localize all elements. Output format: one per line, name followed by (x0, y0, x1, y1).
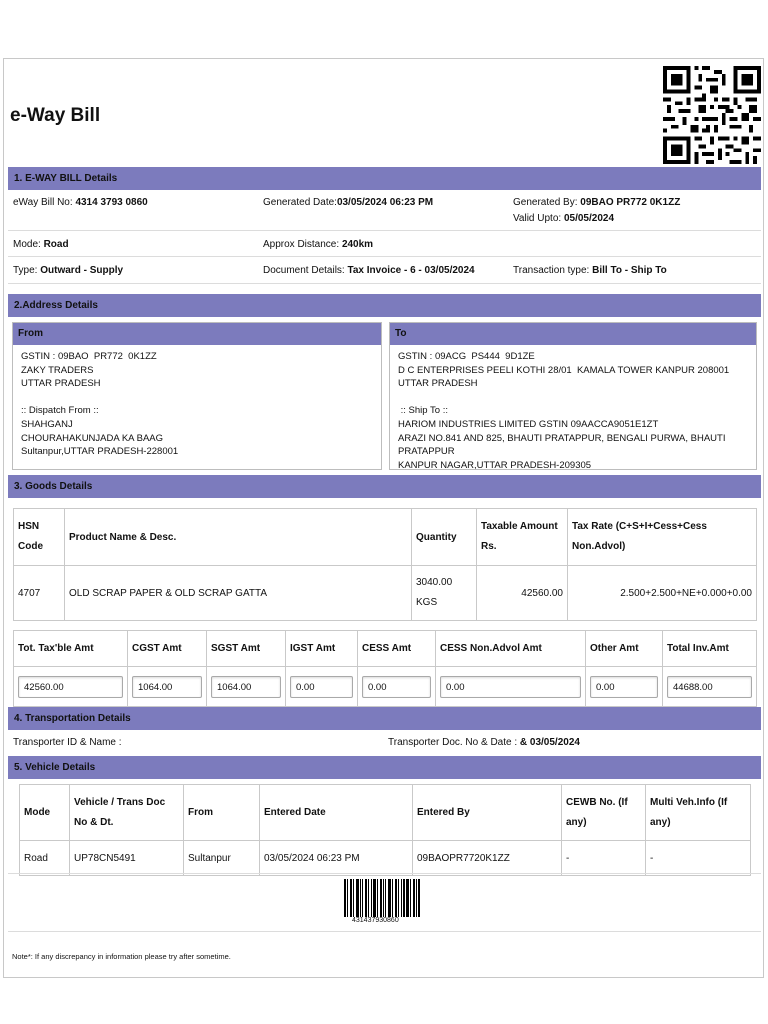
totals-value-row (14, 667, 757, 707)
other-cell (586, 667, 663, 707)
document-details: Document Details: Tax Invoice - 6 - 03/05/2024 (263, 265, 475, 276)
quantity-cell: 3040.00 KGS (412, 566, 477, 621)
mode: Mode: Road (13, 239, 69, 250)
col-cewb: CEWB No. (If any) (562, 785, 646, 841)
to-address-panel (389, 322, 757, 470)
table-row (20, 841, 751, 876)
to-address-text: GSTIN : 09ACG PS444 9D1ZE D C ENTERPRISES PEELI KOTHI 28/01 KAMALA TOWER KANPUR 208001 UTTAR PRADESH :: Ship To :: HARIOM INDUSTRIES LIMITED GSTIN 09AACCA9051E1ZT ARAZI NO.841 AND 825, BHAUTI PRATAPPUR, BENGALI PURWA, BHAUTI PRATAPPUR KANPUR NAGAR,UTTAR PRADESH-209305 (398, 351, 730, 470)
col-entered-date: Entered Date (260, 785, 413, 841)
cess-field: 0.00 (362, 676, 431, 698)
col-multi-veh: Multi Veh.Info (If any) (646, 785, 751, 841)
sgst-cell (207, 667, 286, 707)
vehicle-header-row (20, 785, 751, 841)
cgst-cell (128, 667, 207, 707)
eway-bill-sheet (3, 58, 764, 978)
vehicle-table (19, 784, 751, 876)
entered-date-cell: 03/05/2024 06:23 PM (260, 841, 413, 876)
other-amount-field: 0.00 (590, 676, 658, 698)
sgst-field: 1064.00 (211, 676, 281, 698)
footer-note: Note*: If any discrepancy in information please try after sometime. (12, 952, 231, 961)
col-cgst: CGST Amt (128, 631, 207, 667)
col-cess: CESS Amt (358, 631, 436, 667)
col-other: Other Amt (586, 631, 663, 667)
col-taxable-amount: Taxable Amount Rs. (477, 509, 568, 566)
section-vehicle-details: 5. Vehicle Details (8, 756, 761, 779)
cess-nonadvol-cell (436, 667, 586, 707)
multi-veh-cell: - (646, 841, 751, 876)
total-taxable-cell (14, 667, 128, 707)
barcode-icon (344, 879, 420, 917)
generated-date: Generated Date:03/05/2024 06:23 PM (263, 197, 434, 208)
total-invoice-cell (663, 667, 757, 707)
col-tax-rate: Tax Rate (C+S+I+Cess+Cess Non.Advol) (568, 509, 757, 566)
col-quantity: Quantity (412, 509, 477, 566)
valid-upto: Valid Upto: 05/05/2024 (513, 213, 615, 224)
cgst-field: 1064.00 (132, 676, 202, 698)
entered-by-cell: 09BAOPR7720K1ZZ (413, 841, 562, 876)
section-address-details: 2.Address Details (8, 294, 761, 317)
col-total-invoice: Total Inv.Amt (663, 631, 757, 667)
total-invoice-field: 44688.00 (667, 676, 752, 698)
goods-table (13, 508, 757, 621)
col-sgst: SGST Amt (207, 631, 286, 667)
tax-rate-cell: 2.500+2.500+NE+0.000+0.00 (568, 566, 757, 621)
col-cess-nonadvol: CESS Non.Advol Amt (436, 631, 586, 667)
igst-cell (286, 667, 358, 707)
mode-cell: Road (20, 841, 70, 876)
cess-cell (358, 667, 436, 707)
col-igst: IGST Amt (286, 631, 358, 667)
generated-by: Generated By: 09BAO PR772 0K1ZZ (513, 197, 681, 208)
totals-header-row (14, 631, 757, 667)
hsn-cell: 4707 (14, 566, 65, 621)
transporter-id-name: Transporter ID & Name : (13, 737, 122, 748)
table-row (14, 566, 757, 621)
vehicle-no-cell: UP78CN5491 (70, 841, 184, 876)
divider (8, 873, 761, 874)
transaction-type: Transaction type: Bill To - Ship To (513, 265, 667, 276)
col-entered-by: Entered By (413, 785, 562, 841)
from-address-panel (12, 322, 382, 470)
qr-code-icon (660, 66, 764, 164)
page-title: e-Way Bill (10, 105, 101, 126)
col-hsn-code: HSN Code (14, 509, 65, 566)
col-total-taxable: Tot. Tax'ble Amt (14, 631, 128, 667)
igst-field: 0.00 (290, 676, 353, 698)
totals-table (13, 630, 757, 707)
section-goods-details: 3. Goods Details (8, 475, 761, 498)
goods-header-row (14, 509, 757, 566)
taxable-amount-cell: 42560.00 (477, 566, 568, 621)
divider (8, 256, 761, 257)
divider (8, 283, 761, 284)
cess-nonadvol-field: 0.00 (440, 676, 581, 698)
eway-bill-no: eWay Bill No: 4314 3793 0860 (13, 197, 148, 208)
col-product-desc: Product Name & Desc. (65, 509, 412, 566)
col-vehicle-doc: Vehicle / Trans Doc No & Dt. (70, 785, 184, 841)
to-header: To (390, 323, 756, 345)
section-transportation-details: 4. Transportation Details (8, 707, 761, 730)
col-from: From (184, 785, 260, 841)
col-mode: Mode (20, 785, 70, 841)
from-address-text: GSTIN : 09BAO PR772 0K1ZZ ZAKY TRADERS UTTAR PRADESH :: Dispatch From :: SHAHGANJ CHOURAHAKUNJADA KA BAAG Sultanpur,UTTAR PRADESH-228001 (21, 351, 179, 458)
divider (8, 230, 761, 231)
product-desc-cell: OLD SCRAP PAPER & OLD SCRAP GATTA (65, 566, 412, 621)
barcode-number: 431437930860 (352, 917, 399, 924)
from-cell: Sultanpur (184, 841, 260, 876)
from-header: From (13, 323, 381, 345)
type: Type: Outward - Supply (13, 265, 124, 276)
section-eway-bill-details: 1. E-WAY BILL Details (8, 167, 761, 190)
divider (8, 931, 761, 932)
cewb-cell: - (562, 841, 646, 876)
approx-distance: Approx Distance: 240km (263, 239, 374, 250)
transporter-doc: Transporter Doc. No & Date : & 03/05/2024 (388, 737, 580, 748)
total-taxable-field: 42560.00 (18, 676, 123, 698)
